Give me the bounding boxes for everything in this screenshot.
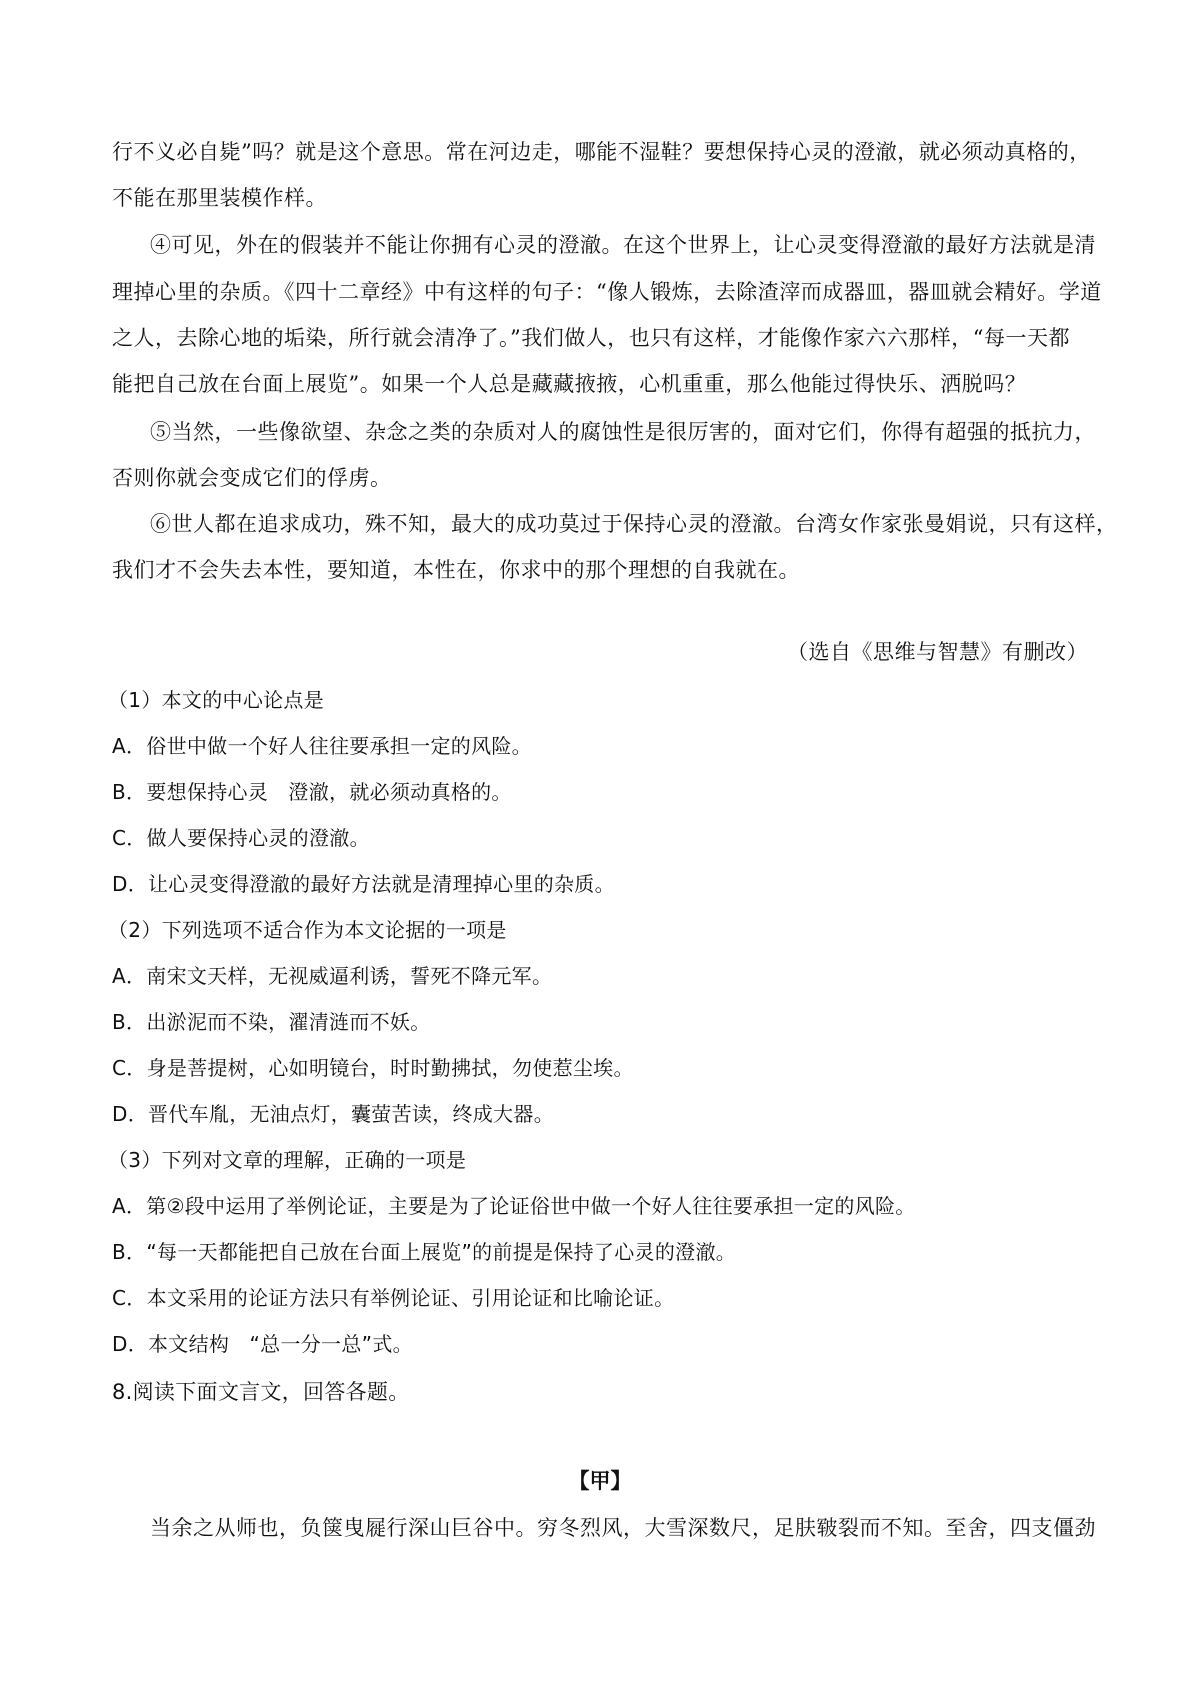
passage-p4-line3: 之人，去除心地的垢染，所行就会清净了。”我们做人，也只有这样，才能像作家六六那样，“每一天都	[112, 326, 1070, 350]
question-1-option-c: C．做人要保持心灵的澄澈。	[112, 826, 370, 850]
passage-p5-line1: ⑤当然，一些像欲望、杂念之类的杂质对人的腐蚀性是很厉害的，面对它们，你得有超强的抵抗力，	[150, 420, 1096, 444]
section-8-jia-title: 【甲】	[568, 1469, 632, 1493]
section-8-heading: 8.阅读下面文言文，回答各题。	[112, 1380, 410, 1404]
question-1-option-a: A．俗世中做一个好人往往要承担一定的风险。	[112, 734, 532, 758]
question-3-option-d: D．本文结构 “总一分一总”式。	[112, 1332, 413, 1356]
passage-p6-line1: ⑥世人都在追求成功，殊不知，最大的成功莫过于保持心灵的澄澈。台湾女作家张曼娟说，只有这样，	[150, 512, 1118, 536]
passage-p6-line2: 我们才不会失去本性，要知道，本性在，你求中的那个理想的自我就在。	[112, 558, 800, 582]
passage-source: （选自《思维与智慧》有删改）	[787, 640, 1088, 664]
section-8-jia-line1: 当余之从师也，负箧曳屣行深山巨谷中。穷冬烈风，大雪深数尺，足肤皲裂而不知。至舍，四支僵劲	[150, 1516, 1096, 1540]
question-1-option-d: D．让心灵变得澄澈的最好方法就是清理掉心里的杂质。	[112, 872, 615, 896]
passage-p4-line4: 能把自己放在台面上展览”。如果一个人总是藏藏掖掖，心机重重，那么他能过得快乐、洒脱吗？	[112, 372, 1027, 396]
question-2-option-a: A．南宋文天样，无视威逼利诱，誓死不降元军。	[112, 964, 553, 988]
question-2-option-d: D．晋代车胤，无油点灯，囊萤苦读，终成大器。	[112, 1102, 554, 1126]
passage-p4-line2: 理掉心里的杂质。《四十二章经》中有这样的句子：“像人锻炼，去除渣滓而成器皿，器皿就会精好。学道	[112, 280, 1102, 304]
passage-p4-line1: ④可见，外在的假装并不能让你拥有心灵的澄澈。在这个世界上，让心灵变得澄澈的最好方法就是清	[150, 233, 1096, 257]
question-1-stem: （1）本文的中心论点是	[108, 688, 325, 712]
question-1-option-b: B．要想保持心灵 澄澈，就必须动真格的。	[112, 780, 512, 804]
question-2-option-b: B．出淤泥而不染，濯清涟而不妖。	[112, 1010, 431, 1034]
question-3-stem: （3）下列对文章的理解，正确的一项是	[108, 1148, 467, 1172]
question-2-option-c: C．身是菩提树，心如明镜台，时时勤拂拭，勿使惹尘埃。	[112, 1056, 634, 1080]
question-3-option-b: B．“每一天都能把自己放在台面上展览”的前提是保持了心灵的澄澈。	[112, 1240, 737, 1264]
question-2-stem: （2）下列选项不适合作为本文论据的一项是	[108, 918, 507, 942]
question-3-option-a: A．第②段中运用了举例论证，主要是为了论证俗世中做一个好人往往要承担一定的风险。	[112, 1194, 916, 1218]
passage-p3-line2: 不能在那里装模作样。	[112, 186, 327, 210]
passage-p3-line1: 行不义必自毙”吗？就是这个意思。常在河边走，哪能不湿鞋？要想保持心灵的澄澈，就必须动真格的，	[112, 140, 1091, 164]
question-3-option-c: C．本文采用的论证方法只有举例论证、引用论证和比喻论证。	[112, 1286, 675, 1310]
passage-p5-line2: 否则你就会变成它们的俘虏。	[112, 466, 392, 490]
